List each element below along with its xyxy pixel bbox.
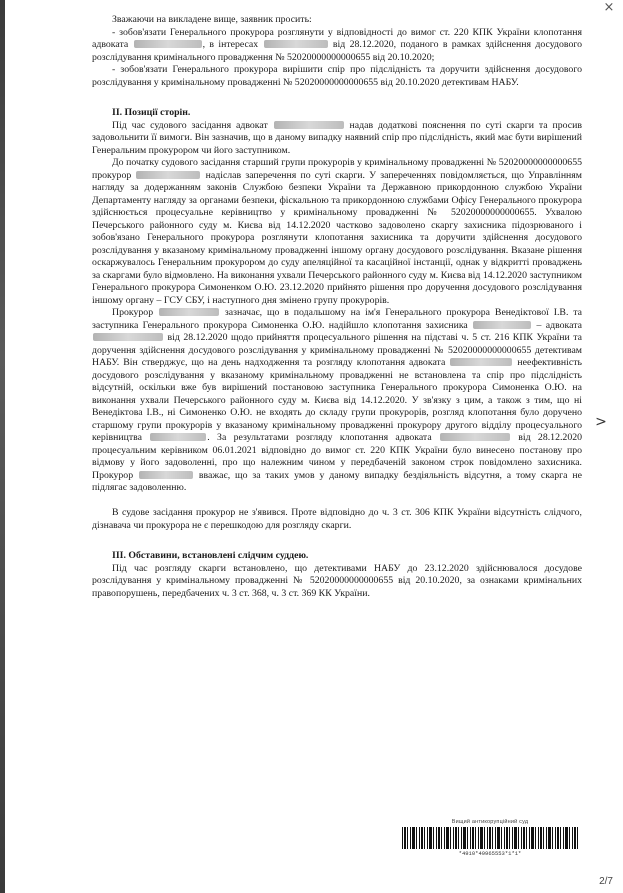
stamp-label: Вищий антикорупційний суд	[451, 819, 529, 825]
paragraph: Під час розгляду скарги встановлено, що детективами НАБУ до 23.12.2020 здійснювалося досудове розслідування у кримінальному провадженні № 52020000000000655 від 20.10.2020, за ознаками кримінальних правопорушень, передбачених ч. 3 ст. 368, ч. 3 ст. 369 КК України.	[92, 562, 582, 599]
paragraph: До початку судового засідання старший групи прокурорів у кримінальному провадженні № 52020000000000655 прокурор надіслав заперечення по суті скарги. У запереченнях повідомляється, що Управлінням нагляду за додержанням законів Службою безпеки України та Державною прикордонною службою України Департаменту нагляду за органами безпеки, фіскальною та прикордонною службами Офісу Генерального прокурора здійснюється процесуальне керівництво у кримінальному провадженні № 52020000000000655. Ухвалою Печерського районного суду м. Києва від 14.12.2020 частково задоволено скаргу захисника підозрюваного і зобов'язано Генерального прокурора розглянути клопотання захисника та доручити здійснення досудового розслідування у вказаному кримінальному провадженні іншому органу досудового розслідування. Вказане рішення оскаржувалось Генеральним прокурором до суду апеляційної та касаційної інстанції, однак у відкритті проваджень за скаргами було відмовлено. На виконання ухвали Печерського районного суду м. Києва від 14.12.2020 заступником Генерального прокурора Симоненком О.Ю. 23.12.2020 прийнято рішення про доручення досудового розслідування іншому органу – ГСУ СБУ, і наступного дня змінено групу прокурорів.	[92, 157, 583, 306]
redaction	[450, 358, 512, 366]
barcode-number: *4910*49965553*1*1*	[458, 850, 522, 857]
paragraph: Зважаючи на викладене вище, заявник просить:	[112, 14, 312, 25]
request-item-2: - зобов'язати Генерального прокурора вирішити спір про підслідність та доручити здійснення досудового розслідування у кримінальному провадженні № 52020000000000655 від 20.10.2020 детективам НАБУ.	[92, 64, 582, 88]
redaction	[159, 308, 219, 316]
paragraph: Прокурор зазначає, що в подальшому на ім'я Генерального прокурора Венедіктової І.В. та заступника Генерального прокурора Симоненка О.Ю. надійшло клопотання захисника – адвоката від 28.12.2020 щодо прийняття процесуального рішення на підставі ч. 5 ст. 216 КПК України та доручення здійснення досудового розслідування у кримінальному провадженні № 52020000000000655 детективам НАБУ. Він стверджує, що на день надходження та розгляду клопотання адвоката неефективність досудового розслідування у вказаному кримінальному провадженні не встановлена та спір про підслідність відсутній, оскільки вже був вирішений постановою заступника Генерального прокурора Симоненка О.Ю. на виконання ухвали Печерського районного суду м. Києва від 14.12.2020. У зв'язку з цим, а також з тим, що ні Венедіктова І.В., ні Симоненко О.Ю. не входять до складу групи прокурорів, розгляд клопотання було доручено старшому групи прокурорів у вказаному кримінальному провадженні прокурору другого відділу процесуального керівництва . За результатами розгляду клопотання адвоката від 28.12.2020 процесуальним керівником 06.01.2021 відповідно до вимог ст. 220 КПК України було винесено постанову про відмову у його задоволенні, про що належним чином у передбаченій законом строк повідомлено захисника. Прокурор вважає, що за таких умов у даному випадку бездіяльність відсутня, а тому скарга не підлягає задоволенню.	[92, 307, 583, 493]
left-edge-bar	[0, 0, 5, 893]
request-item-1: - зобов'язати Генерального прокурора розглянути у відповідності до вимог ст. 220 КПК України клопотання адвоката , в інтересах від 28.12.2020, поданого в рамках здійснення досудового розслідування кримінального провадження № 52020000000000655 від 20.10.2020;	[92, 26, 583, 63]
redaction	[139, 471, 193, 479]
redaction	[93, 333, 163, 341]
paragraph: В судове засідання прокурор не з'явився. Проте відповідно до ч. 3 ст. 306 КПК України відсутність слідчого, дізнавача чи прокурора не є перешкодою для розгляду скарги.	[92, 507, 582, 531]
redaction	[473, 321, 531, 329]
document-page	[92, 14, 582, 600]
paragraph: Під час судового засідання адвокат надав додаткові пояснення по суті скарги та просив задовольнити її вимоги. Він зазначив, що в даному випадку наявний спір про підслідність, який має бути вирішений Генеральним прокурором чи його заступником.	[92, 119, 582, 156]
section-heading: III. Обставини, встановлені слідчим суддею.	[112, 550, 309, 561]
court-stamp	[402, 819, 578, 871]
barcode	[402, 827, 578, 849]
redaction	[274, 121, 344, 129]
page-number: 2/7	[599, 876, 613, 887]
close-icon[interactable]: ×	[603, 0, 615, 15]
next-page-button[interactable]: >	[595, 414, 607, 430]
redaction	[440, 433, 510, 441]
redaction	[264, 40, 328, 48]
redaction	[134, 40, 202, 48]
redaction	[136, 171, 200, 179]
section-heading: II. Позиції сторін.	[112, 107, 191, 118]
redaction	[150, 433, 206, 441]
